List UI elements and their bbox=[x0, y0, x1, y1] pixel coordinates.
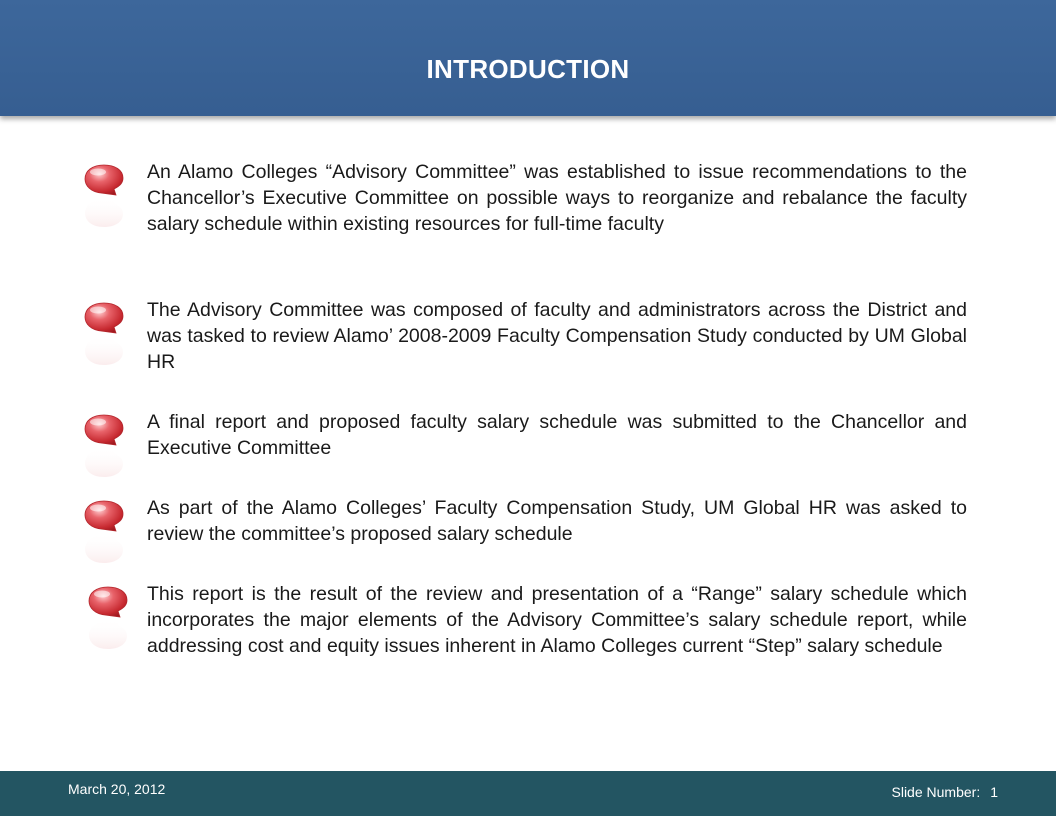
footer-date: March 20, 2012 bbox=[68, 781, 166, 797]
bullet-text: An Alamo Colleges “Advisory Committee” was established to issue recommendations to the Chancellor’s Executive Committee on possible ways to reorganize and rebalance the faculty salary schedule within existing resources for full-time faculty bbox=[147, 161, 967, 235]
bullet-text: This report is the result of the review and presentation of a “Range” salary schedule which incorporates the major elements of the Advisory Committee’s salary schedule report, while addressing cost and equity issues inherent in Alamo Colleges current “Step” salary schedule bbox=[147, 583, 967, 657]
page-title: INTRODUCTION bbox=[426, 54, 630, 84]
speech-bubble-icon bbox=[83, 300, 125, 368]
slide-number-block bbox=[892, 783, 999, 801]
footer-bar bbox=[0, 771, 1056, 816]
speech-bubble-icon bbox=[83, 498, 125, 566]
speech-bubble-icon bbox=[87, 584, 129, 652]
speech-bubble-icon bbox=[83, 162, 125, 230]
bullet-text: A final report and proposed faculty salary schedule was submitted to the Chancellor and Executive Committee bbox=[147, 411, 967, 459]
bullet-text: The Advisory Committee was composed of faculty and administrators across the District and was tasked to review Alamo’ 2008-2009 Faculty Compensation Study conducted by UM Global HR bbox=[147, 299, 967, 373]
bullet-text: As part of the Alamo Colleges’ Faculty Compensation Study, UM Global HR was asked to review the committee’s proposed salary schedule bbox=[147, 497, 967, 545]
speech-bubble-icon bbox=[83, 412, 125, 480]
slide-number-label: Slide Number: bbox=[891, 784, 981, 800]
slide-number: 1 bbox=[990, 784, 998, 800]
